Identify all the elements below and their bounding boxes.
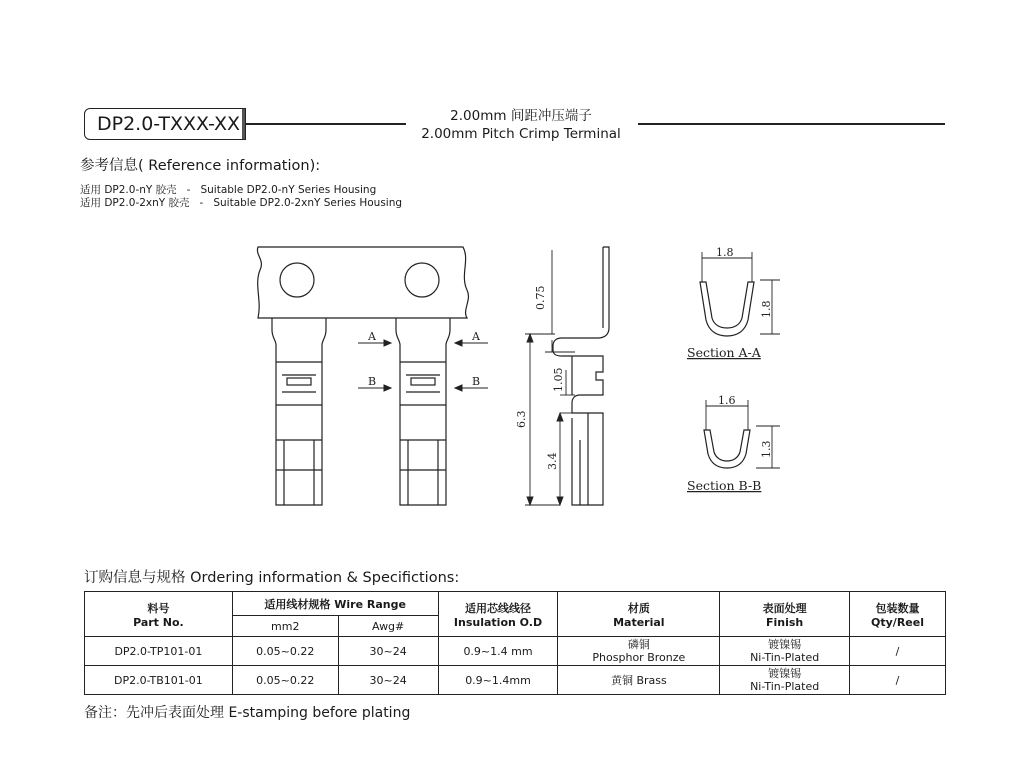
section-bb-title: Section B-B [687, 478, 762, 493]
header-mm2: mm2 [232, 616, 338, 637]
header-wire-range: 适用线材规格 Wire Range [232, 592, 438, 616]
terminal-front-1 [272, 318, 326, 505]
ordering-heading: 订购信息与规格 Ordering information & Specifictions: [84, 570, 460, 586]
dim-0-75: 0.75 [534, 285, 547, 310]
section-aa-profile [700, 252, 780, 336]
section-aa-title: Section A-A [687, 345, 761, 360]
header-finish: 表面处理 Finish [720, 592, 850, 637]
table-row: DP2.0-TP101-01 0.05~0.22 30~24 0.9~1.4 mm 磷铜 Phosphor Bronze 镀镍锡 Ni-Tin-Plated / [85, 637, 946, 666]
dim-1-05: 1.05 [552, 367, 565, 392]
label-a-left: A [368, 330, 376, 343]
title-en: 2.00mm Pitch Crimp Terminal [421, 126, 621, 142]
header-material: 材质 Material [558, 592, 720, 637]
title-cn: 2.00mm 间距冲压端子 [450, 108, 592, 124]
reference-line-1: 适用 DP2.0-nY 胶壳 - Suitable DP2.0-nY Series Housing [80, 184, 377, 196]
label-b-right: B [472, 375, 481, 388]
carrier-strip [257, 247, 468, 318]
part-code-box: DP2.0-TXXX-XX [84, 108, 246, 140]
header-awg: Awg# [338, 616, 438, 637]
dim-6-3: 6.3 [515, 410, 528, 428]
section-bb-width: 1.6 [718, 394, 736, 407]
plating-note: 备注：先冲后表面处理 E-stamping before plating [84, 705, 411, 721]
reference-line-2: 适用 DP2.0-2xnY 胶壳 - Suitable DP2.0-2xnY Series Housing [80, 197, 403, 209]
header-qty: 包装数量 Qty/Reel [850, 592, 946, 637]
dim-3-4: 3.4 [546, 452, 559, 470]
header-insulation: 适用芯线线径 Insulation O.D [438, 592, 558, 637]
table-row: DP2.0-TB101-01 0.05~0.22 30~24 0.9~1.4mm 黄铜 Brass 镀镍锡 Ni-Tin-Plated / [85, 666, 946, 695]
section-aa-width: 1.8 [716, 246, 734, 259]
header-part: 料号 Part No. [85, 592, 233, 637]
label-a-right: A [472, 330, 480, 343]
table-header-row [85, 592, 946, 616]
spec-table [84, 591, 946, 695]
label-b-left: B [368, 375, 377, 388]
reference-heading: 参考信息( Reference information): [80, 158, 321, 174]
section-aa-height: 1.8 [760, 300, 773, 318]
terminal-front-2 [396, 318, 450, 505]
section-bb-height: 1.3 [760, 440, 773, 458]
